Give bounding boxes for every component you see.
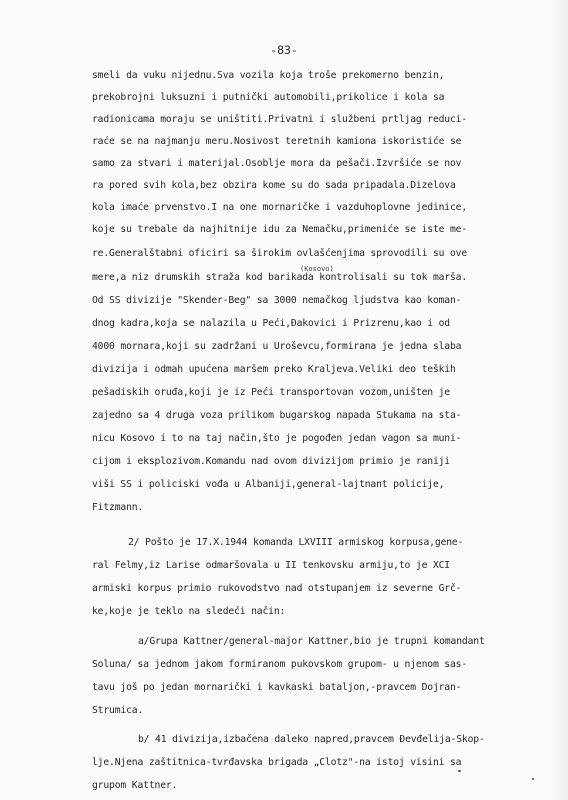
- text-line: pešadiskih oruđa,koji je iz Peći transportovan vozom,uništen je: [92, 387, 450, 398]
- scan-edge-shadow: [550, 0, 568, 800]
- text-line: cijom i eksplozivom.Komandu nad ovom divizijom primio je raniji: [92, 456, 450, 467]
- text-line: b/ 41 divizija,izbačena daleko napred,pravcem Đevđelija-Skop-: [138, 734, 485, 745]
- text-line: a/Grupa Kattner/general-major Kattner,bio je trupni komandant: [138, 636, 485, 647]
- text-line: Fitzmann.: [92, 502, 144, 513]
- text-line: dnog kadra,koja se nalazila u Peći,Đakovici i Prizrenu,kao i od: [92, 318, 450, 329]
- text-line: 4000 mornara,koji su zadržani u Uroševcu,formirana je jedna slaba: [92, 341, 462, 352]
- text-line: grupom Kattner.: [92, 780, 178, 791]
- text-line: lje.Njena zaštitnica-tvrđavska brigada „Clotz"-na istoj visini sa: [92, 757, 462, 768]
- text-line: ke,koje je teklo na sledeći način:: [92, 606, 286, 617]
- text-line: nicu Kosovo i to na taj način,što je pogođen jedan vagon sa muni-: [92, 433, 462, 444]
- text-line: divizija i odmah upućena maršem preko Kraljeva.Veliki deo teških: [92, 364, 456, 375]
- text-line: Od SS divizije "Skender-Beg" sa 3000 nemačkog ljudstva kao koman-: [92, 295, 462, 306]
- text-line: koje su trebale da najhitnije idu za Nemačku,primeniće se iste me-: [92, 224, 468, 235]
- text-line: prekobrojni luksuzni i putnički automobili,prikolice i kola sa: [92, 92, 445, 103]
- text-line: ra pored svih kola,bez obzira kome su do sada pripadala.Dizelova: [92, 180, 456, 191]
- text-line: kola imaće prvenstvo.I na one mornaričke i vazduhoplovne jedinice,: [92, 202, 468, 213]
- text-line: radionicama moraju se uništiti.Privatni i službeni prtljag reduci-: [92, 114, 468, 125]
- text-line: re.Generalštabni oficiri sa širokim ovlašćenjima sprovodili su ove: [92, 248, 468, 259]
- text-line: armiski korpus primio rukovodstvo nad otstupanjem iz severne Grč-: [92, 583, 462, 594]
- scan-speck: [458, 770, 461, 772]
- text-line: zajedno sa 4 druga voza prilikom bugarskog napada Štukama na sta-: [92, 410, 462, 421]
- handwritten-margin-note: (Kosovo): [300, 265, 334, 273]
- text-line: samo za stvari i materijal.Osoblje mora da pešači.Izvršiće se nov: [92, 158, 462, 169]
- text-line: tavu još po jedan mornarički i kavkaski bataljon,-pravcem Dojran-: [92, 682, 462, 693]
- text-line: Strumica.: [92, 705, 144, 716]
- text-line: raće se na najmanju meru.Nosivost teretnih kamiona iskoristiće se: [92, 136, 462, 147]
- text-line: 2/ Pošto je 17.X.1944 komanda LXVIII armiskog korpusa,gene-: [128, 537, 464, 548]
- text-line: mere,a niz drumskih straža kod barikada kontrolisali su tok marša.: [92, 272, 468, 283]
- text-line: smeli da vuku nijednu.Sva vozila koja troše prekomerno benzin,: [92, 70, 445, 81]
- page-number: -83-: [270, 43, 298, 57]
- scan-speck: [532, 778, 534, 780]
- text-line: viši SS i policiski vođa u Albaniji,general-lajtnant policije,: [92, 479, 445, 490]
- text-line: ral Felmy,iz Larise odmaršovala u II tenkovsku armiju,to je XCI: [92, 560, 450, 571]
- text-line: Soluna/ sa jednom jakom formiranom pukovskom grupom- u njenom sas-: [92, 659, 468, 670]
